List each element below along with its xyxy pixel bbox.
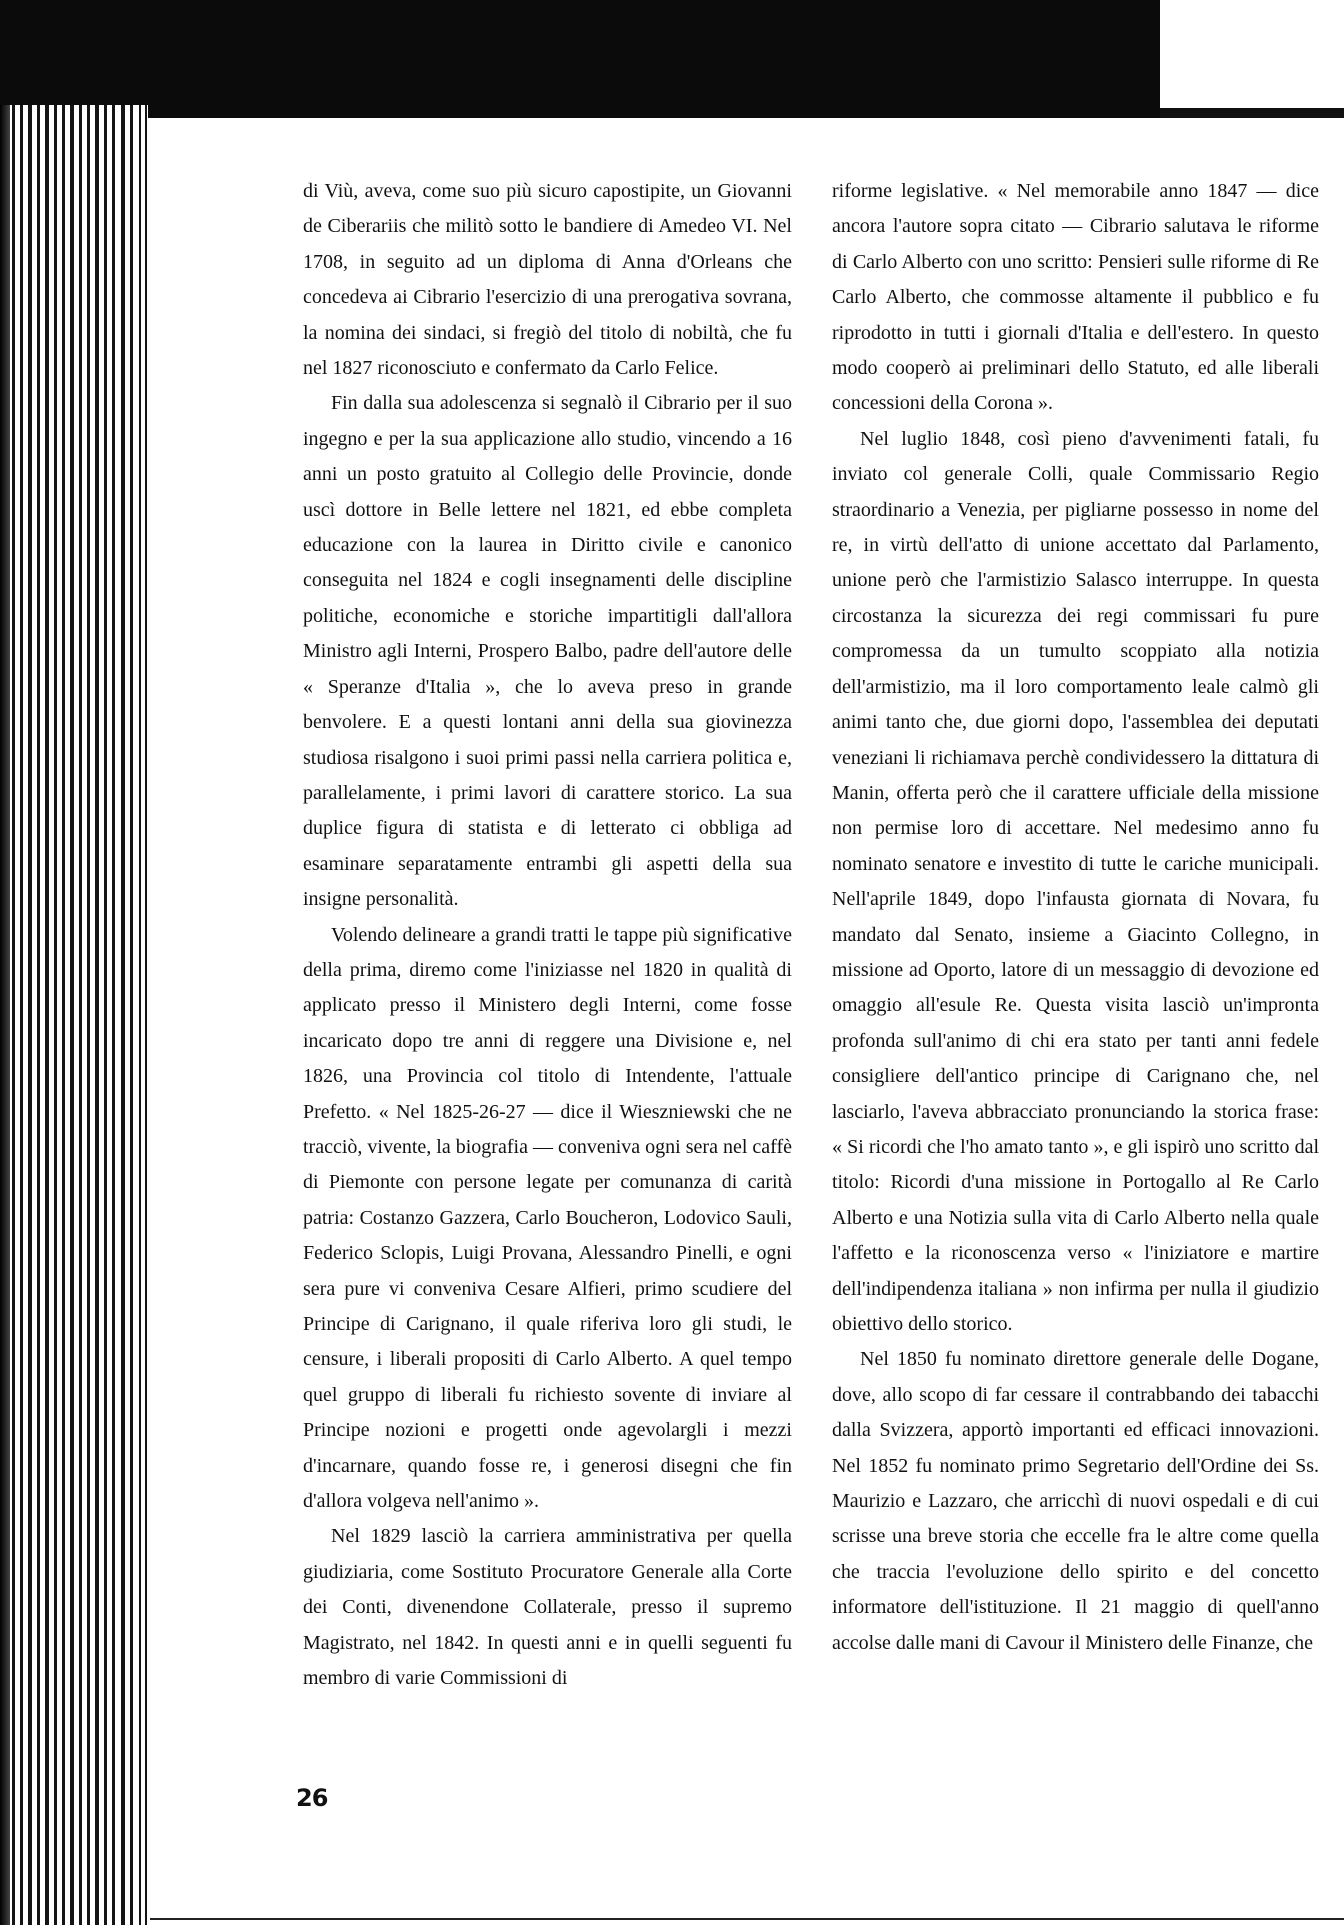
paragraph: Nel 1829 lasciò la carriera amministrativa per quella giudiziaria, come Sostituto Procuratore Generale alla Corte dei Conti, divenendone Collaterale, presso il supremo Magistrato, nel 1842. In questi anni e in quelli seguenti fu membro di varie Commissioni di: [303, 1525, 792, 1690]
page-number: 26: [296, 1784, 328, 1812]
book-page: [150, 118, 1344, 1925]
paragraph: Volendo delineare a grandi tratti le tappe più significative della prima, diremo come l'iniziasse nel 1820 in qualità di applicato presso il Ministero degli Interni, come fosse incaricato dopo tre anni di reggere una Divisione e, nel 1826, una Provincia col titolo di Intendente, l'attuale Prefetto. « Nel 1825-26-27 — dice il Wieszniewski che ne tracciò, vivente, la biografia — conveniva ogni sera nel caffè di Piemonte con persone legate per comunanza di carità patria: Costanzo Gazzera, Carlo Boucheron, Lodovico Sauli, Federico Sclopis, Luigi Provana, Alessandro Pinelli, e ogni sera pure vi conveniva Cesare Alfieri, primo scudiere del Principe di Carignano, il quale riferiva loro gli studi, le censure, i liberali propositi di Carlo Alberto. A quel tempo quel gruppo di liberali fu richiesto sovente di inviare al Principe nozioni e progetti onde agevolargli i mezzi d'incarnare, quando fosse re, i generosi disegni che fin d'allora volgeva nell'animo ».: [303, 923, 792, 1513]
left-text-column: [303, 174, 792, 1696]
paragraph: riforme legislative. « Nel memorabile anno 1847 — dice ancora l'autore sopra citato — Cibrario salutava le riforme di Carlo Alberto con uno scritto: Pensieri sulle riforme di Re Carlo Alberto, che commosse altamente il pubblico e fu riprodotto in tutti i giornali d'Italia e dell'estero. In questo modo cooperò ai preliminari dello Statuto, ed alle liberali concessioni della Corona ».: [832, 180, 1319, 415]
scan-top-edge: [1160, 108, 1344, 118]
binding-shadow: [0, 105, 10, 1925]
paragraph: Nel luglio 1848, così pieno d'avvenimenti fatali, fu inviato col generale Colli, quale Commissario Regio straordinario a Venezia, per pigliarne possesso in nome del re, in virtù dell'atto di unione accettato dal Parlamento, unione però che l'armistizio Salasco interruppe. In questa circostanza la sicurezza dei regi commissari fu pure compromessa da un tumulto scoppiato alla notizia dell'armistizio, ma il loro comportamento leale calmò gli animi tanto che, due giorni dopo, l'assemblea dei deputati veneziani li richiamava perchè condividessero la dittatura di Manin, offerta però che il carattere ufficiale della missione non permise loro di accettare. Nel medesimo anno fu nominato senatore e investito di tutte le cariche municipali. Nell'aprile 1849, dopo l'infausta giornata di Novara, fu mandato dal Senato, insieme a Giacinto Collegno, in missione ad Oporto, latore di un messaggio di devozione ed omaggio all'esule Re. Questa visita lasciò un'impronta profonda sull'animo di chi era stato per tanti anni fedele consigliere dell'antico principe di Carignano che, nel lasciarlo, l'aveva abbracciato pronunciando la storica frase: « Si ricordi che l'ho amato tanto », e gli ispirò uno scritto dal titolo: Ricordi d'una missione in Portogallo al Re Carlo Alberto e una Notizia sulla vita di Carlo Alberto nella quale l'affetto e la riconoscenza verso « l'iniziatore e martire dell'indipendenza italiana » non infirma per nulla il giudizio obiettivo dello storico.: [832, 427, 1319, 1335]
book-page-edges: [0, 105, 148, 1925]
paragraph: di Viù, aveva, come suo più sicuro capostipite, un Giovanni de Ciberariis che militò sotto le bandiere di Amedeo VI. Nel 1708, in seguito ad un diploma di Anna d'Orleans che concedeva ai Cibrario l'esercizio di una prerogativa sovrana, la nomina dei sindaci, si fregiò del titolo di nobiltà, che fu nel 1827 riconosciuto e confermato da Carlo Felice.: [303, 180, 792, 380]
paragraph: Fin dalla sua adolescenza si segnalò il Cibrario per il suo ingegno e per la sua applicazione allo studio, vincendo a 16 anni un posto gratuito al Collegio delle Provincie, donde uscì dottore in Belle lettere nel 1821, ed ebbe completa educazione con la laurea in Diritto civile e canonico conseguita nel 1824 e cogli insegnamenti delle discipline politiche, economiche e storiche impartitigli dall'allora Ministro agli Interni, Prospero Balbo, padre dell'autore delle « Speranze d'Italia », che lo aveva preso in grande benvolere. E a questi lontani anni della sua giovinezza studiosa risalgono i suoi primi passi nella carriera politica e, parallelamente, i primi lavori di carattere storico. La sua duplice figura di statista e di letterato ci obbliga ad esaminare separatamente entrambi gli aspetti della sua insigne personalità.: [303, 392, 792, 911]
paragraph: Nel 1850 fu nominato direttore generale delle Dogane, dove, allo scopo di far cessare il contrabbando dei tabacchi dalla Svizzera, apportò importanti ed efficaci innovazioni. Nel 1852 fu nominato primo Segretario dell'Ordine dei Ss. Maurizio e Lazzaro, che arricchì di nuovi ospedali e di cui scrisse una breve storia che eccelle fra le altre come quella che traccia l'evoluzione dello spirito e del concetto informatore dell'istituzione. Il 21 maggio di quell'anno accolse dalle mani di Cavour il Ministero delle Finanze, che: [832, 1348, 1319, 1654]
page-bottom-edge: [150, 1918, 1344, 1920]
scan-top-shadow: [0, 0, 1160, 118]
right-text-column: [832, 174, 1319, 1661]
